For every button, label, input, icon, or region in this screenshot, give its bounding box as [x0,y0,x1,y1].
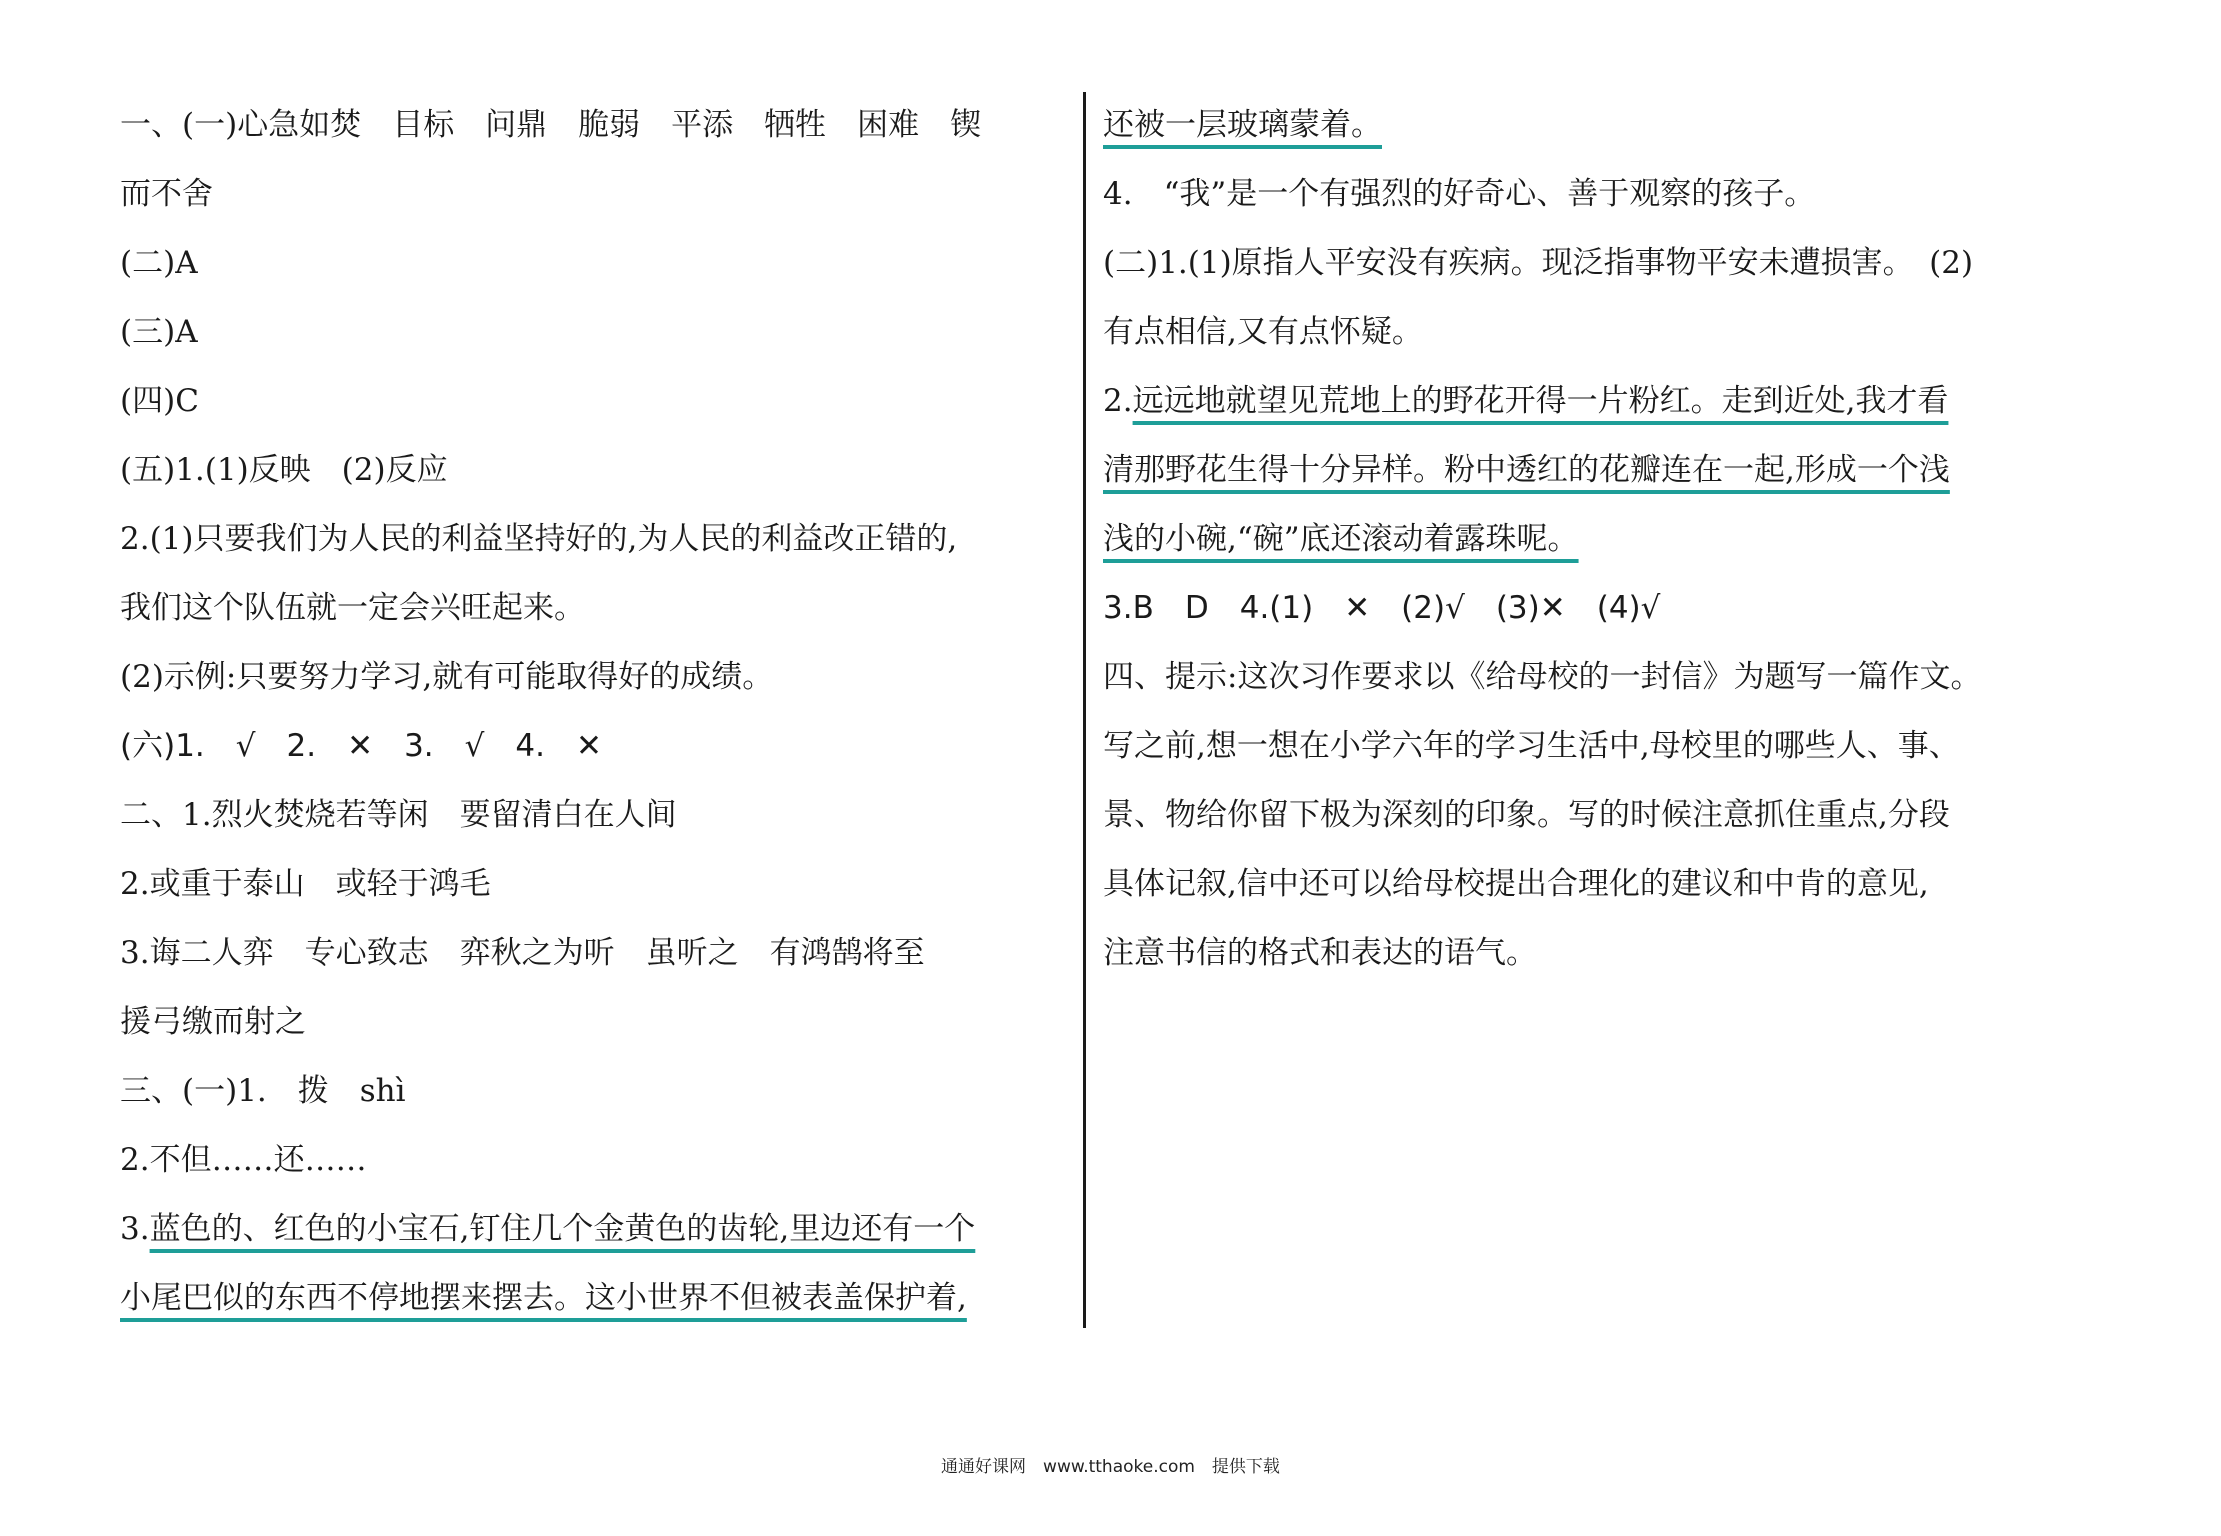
footer-credit: 通通好课网 www.tthaoke.com 提供下载 [941,1457,1280,1477]
answer-line: 注意书信的格式和表达的语气。 [1103,935,1537,971]
answer-line: (二)1.(1)原指人平安没有疾病。现泛指事物平安未遭损害。 (2) [1103,245,1974,281]
underlined-quote: 清那野花生得十分异样。粉中透红的花瓣连在一起,形成一个浅 [1103,452,1950,488]
answer-line: 4. “我”是一个有强烈的好奇心、善于观察的孩子。 [1103,176,1816,212]
answer-line: (2)示例:只要努力学习,就有可能取得好的成绩。 [120,659,774,695]
answer-line: (二)A [120,245,198,281]
answer-line: 有点相信,又有点怀疑。 [1103,314,1423,350]
answer-line: (五)1.(1)反映 (2)反应 [120,452,448,488]
answer-line: 我们这个队伍就一定会兴旺起来。 [120,590,585,626]
answer-line: 二、1.烈火焚烧若等闲 要留清白在人间 [120,797,677,833]
judgement-answers: (六)1. √ 2. ✕ 3. √ 4. ✕ [120,728,602,764]
answer-line [120,1209,975,1249]
underlined-quote: 远远地就望见荒地上的野花开得一片粉红。走到近处,我才看 [1132,383,1949,419]
underlined-quote: 浅的小碗,“碗”底还滚动着露珠呢。 [1103,521,1579,557]
column-divider [1083,92,1086,1328]
answer-line: 景、物给你留下极为深刻的印象。写的时候注意抓住重点,分段 [1103,797,1950,833]
answer-line [1103,381,1948,421]
answer-line [1103,105,1382,145]
underlined-quote: 小尾巴似的东西不停地摆来摆去。这小世界不但被表盖保护着, [120,1280,967,1316]
answer-line: 援弓缴而射之 [120,1004,306,1040]
answer-line: 写之前,想一想在小学六年的学习生活中,母校里的哪些人、事、 [1103,728,1960,764]
answer-line: 具体记叙,信中还可以给母校提出合理化的建议和中肯的意见, [1103,866,1929,902]
item-number: 2. [1103,383,1133,419]
answer-line: 2.不但……还…… [120,1142,367,1178]
answer-line [1103,450,1950,490]
answer-line: 三、(一)1. 拨 shì [120,1073,406,1109]
answer-line: (四)C [120,383,199,419]
item-number: 3. [120,1211,150,1247]
answer-line: (三)A [120,314,198,350]
answer-line: 一、(一)心急如焚 目标 问鼎 脆弱 平添 牺牲 困难 锲 [120,107,982,143]
answer-line: 四、提示:这次习作要求以《给母校的一封信》为题写一篇作文。 [1103,659,1982,695]
answer-line [1103,519,1579,559]
answer-line: 而不舍 [120,176,213,212]
judgement-answers: 3.B D 4.(1) ✕ (2)√ (3)✕ (4)√ [1103,590,1661,626]
answer-line [120,1278,967,1318]
answer-line: 2.(1)只要我们为人民的利益坚持好的,为人民的利益改正错的, [120,521,958,557]
underlined-quote: 还被一层玻璃蒙着。 [1103,107,1382,143]
answer-line: 3.诲二人弈 专心致志 弈秋之为听 虽听之 有鸿鹄将至 [120,935,925,971]
answer-line: 2.或重于泰山 或轻于鸿毛 [120,866,491,902]
underlined-quote: 蓝色的、红色的小宝石,钉住几个金黄色的齿轮,里边还有一个 [149,1211,976,1247]
